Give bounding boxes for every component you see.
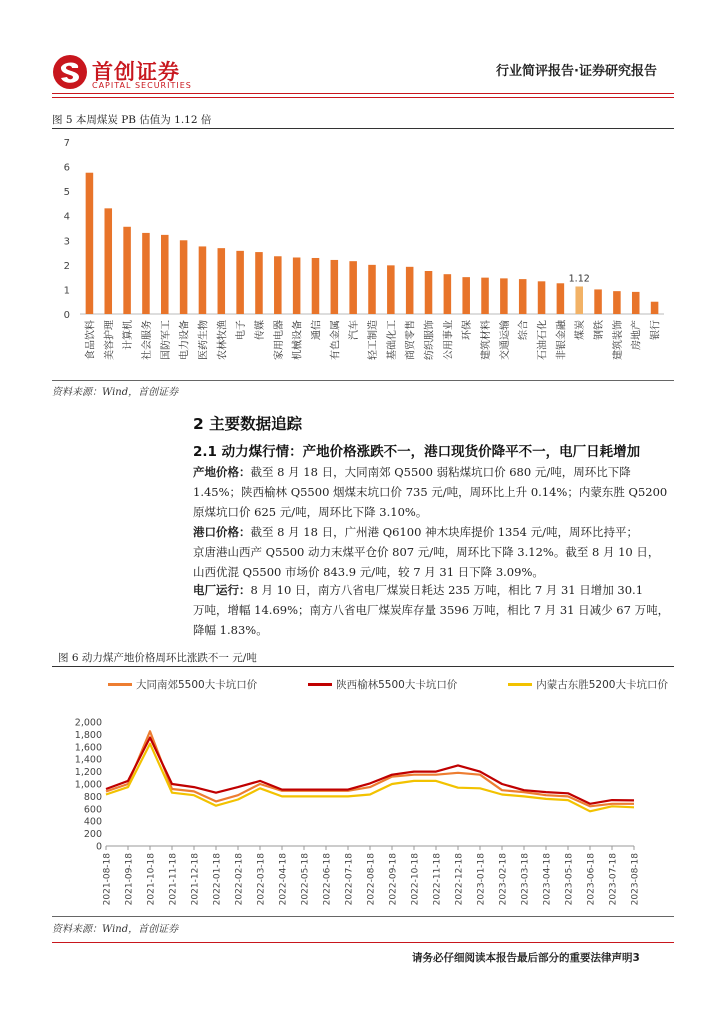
y-tick-label: 400: [83, 816, 102, 828]
figure6-line-chart: [52, 712, 674, 912]
x-tick-label: 2023-04-18: [542, 853, 553, 906]
bar: [557, 283, 565, 314]
x-tick-label: 家用电器: [273, 320, 285, 360]
bar: [462, 277, 470, 314]
y-tick-label: 2: [63, 260, 70, 272]
bar: [86, 173, 94, 314]
x-tick-label: 电子: [236, 320, 248, 340]
x-tick-label: 医药生物: [198, 320, 210, 360]
bar: [575, 286, 583, 314]
footer-text: 请务必仔细阅读本报告最后部分的重要法律声明: [412, 952, 633, 964]
section-subheading: 2.1 动力煤行情：产地价格涨跌不一，港口现货价降平不一，电厂日耗增加: [193, 444, 641, 460]
logo-english-text: CAPITAL SECURITIES: [92, 81, 192, 90]
figure6-title: 图 6 动力煤产地价格周环比涨跌不一 元/吨: [58, 652, 257, 664]
x-tick-label: 2023-08-18: [630, 853, 641, 906]
paragraph-label: 港口价格：: [193, 525, 251, 539]
legend-item: [308, 677, 457, 692]
bar: [368, 265, 376, 314]
bar: [519, 279, 527, 314]
x-tick-label: 机械设备: [292, 320, 304, 360]
bar: [444, 274, 452, 314]
x-tick-label: 石油石化: [537, 320, 549, 360]
x-tick-label: 传媒: [254, 320, 266, 340]
bar: [180, 240, 188, 314]
legend-swatch: [108, 683, 132, 686]
header-divider-thin: [52, 97, 674, 98]
bar: [594, 289, 602, 314]
y-tick-label: 0: [63, 310, 70, 321]
paragraph-line: 截至 8 月 18 日，大同南郊 Q5500 弱粘煤坑口价 680 元/吨，周环比下降: [250, 465, 631, 479]
bar: [142, 233, 150, 314]
x-tick-label: 钢铁: [594, 320, 606, 340]
x-tick-label: 房地产: [631, 320, 643, 350]
bar: [425, 271, 433, 314]
bar: [312, 258, 320, 314]
bar: [613, 291, 621, 314]
legend-label: 大同南郊5500大卡坑口价: [136, 679, 258, 691]
x-tick-label: 基础化工: [386, 320, 398, 360]
x-tick-label: 交通运输: [499, 320, 511, 360]
legend-label: 内蒙古东胜5200大卡坑口价: [536, 679, 668, 691]
x-tick-label: 2022-09-18: [388, 853, 399, 906]
bar: [274, 256, 282, 314]
x-tick-label: 美容护理: [104, 320, 116, 360]
section-heading: 2 主要数据追踪: [193, 415, 303, 433]
x-tick-label: 2022-11-18: [432, 853, 443, 906]
bar: [293, 257, 301, 314]
footer-rule: [52, 942, 674, 943]
y-tick-label: 1,000: [74, 779, 102, 791]
x-tick-label: 商贸零售: [405, 320, 417, 360]
y-tick-label: 7: [63, 138, 70, 149]
x-tick-label: 公用事业: [443, 320, 455, 360]
x-tick-label: 2021-11-18: [168, 853, 179, 906]
paragraph-line: 降幅 1.83%。: [193, 623, 268, 637]
x-tick-label: 2021-12-18: [190, 853, 201, 906]
paragraph-line: 原煤坑口价 625 元/吨，周环比下降 3.10%。: [193, 505, 428, 519]
x-tick-label: 综合: [518, 320, 530, 340]
y-tick-label: 1,200: [74, 767, 102, 779]
x-tick-label: 国防军工: [160, 320, 172, 360]
bar: [406, 267, 414, 314]
x-tick-label: 2022-03-18: [256, 853, 267, 906]
y-tick-label: 1: [63, 285, 70, 297]
bar: [331, 260, 339, 314]
legend-swatch: [308, 683, 332, 686]
y-tick-label: 6: [63, 162, 70, 174]
bar: [255, 252, 263, 314]
x-tick-label: 2021-08-18: [102, 853, 113, 906]
bar: [500, 278, 508, 314]
figure5-bottom-rule: [52, 380, 674, 381]
x-tick-label: 电力设备: [179, 320, 191, 360]
y-tick-label: 5: [63, 187, 70, 199]
data-label: 1.12: [568, 273, 590, 285]
y-tick-label: 200: [83, 829, 102, 841]
x-tick-label: 环保: [462, 320, 474, 340]
x-tick-label: 2023-02-18: [498, 853, 509, 906]
x-tick-label: 银行: [650, 320, 662, 340]
paragraph-line: 截至 8 月 18 日，广州港 Q6100 神木块库提价 1354 元/吨，周环比持平；: [250, 525, 639, 539]
x-tick-label: 2022-02-18: [234, 853, 245, 906]
x-tick-label: 2022-10-18: [410, 853, 421, 906]
x-tick-label: 2022-07-18: [344, 853, 355, 906]
y-tick-label: 1,400: [74, 754, 102, 766]
series-line: [106, 744, 634, 812]
bar: [538, 281, 546, 314]
x-tick-label: 纺织服饰: [424, 320, 436, 360]
bar: [387, 265, 395, 314]
bar: [199, 246, 207, 314]
paragraph-line: 京唐港山西产 Q5500 动力末煤平仓价 807 元/吨，周环比下降 3.12%。截至 8 月 10 日，: [193, 545, 660, 559]
x-tick-label: 通信: [311, 320, 323, 340]
figure6-legend: [108, 677, 668, 692]
x-tick-label: 轻工制造: [368, 320, 379, 360]
y-tick-label: 4: [63, 211, 70, 223]
figure6-title-rule: [52, 666, 674, 667]
x-tick-label: 非银金融: [556, 320, 568, 360]
x-tick-label: 社会服务: [141, 320, 153, 360]
header-divider: [52, 93, 674, 94]
x-tick-label: 煤炭: [575, 320, 587, 340]
x-tick-label: 2021-09-18: [124, 853, 135, 906]
x-tick-label: 建筑材料: [481, 320, 493, 360]
paragraph-line: 8 月 10 日，南方八省电厂煤炭日耗达 235 万吨，相比 7 月 31 日增加 30.1: [250, 583, 644, 597]
x-tick-label: 2023-01-18: [476, 853, 487, 906]
legend-swatch: [508, 683, 532, 686]
bar: [651, 302, 659, 314]
figure5-title-rule: [52, 128, 674, 129]
y-tick-label: 1,600: [74, 742, 102, 754]
bar: [123, 227, 131, 314]
bar: [481, 278, 489, 314]
header: [0, 0, 724, 100]
x-tick-label: 2022-04-18: [278, 853, 289, 906]
bar: [236, 251, 244, 314]
paragraph-origin-price: [193, 462, 675, 522]
figure5-bar-chart: [52, 130, 674, 382]
x-tick-label: 食品饮料: [85, 320, 97, 360]
figure6-source: 资料来源：Wind，首创证券: [52, 924, 179, 935]
paragraph-plant-operation: [193, 580, 675, 640]
figure6-bottom-rule: [52, 916, 674, 917]
paragraph-line: 万吨，增幅 14.69%；南方八省电厂煤炭库存量 3596 万吨，相比 7 月 31 日减少 67 万吨，: [193, 603, 670, 617]
legend-item: [508, 677, 668, 692]
x-tick-label: 2022-08-18: [366, 853, 377, 906]
x-tick-label: 2023-03-18: [520, 853, 531, 906]
x-tick-label: 建筑装饰: [612, 320, 624, 360]
y-tick-label: 600: [83, 804, 102, 816]
bar: [104, 208, 112, 314]
x-tick-label: 2023-06-18: [586, 853, 597, 906]
y-tick-label: 1,800: [74, 729, 102, 741]
paragraph-label: 产地价格：: [193, 465, 251, 479]
paragraph-line: 山西优混 Q5500 市场价 843.9 元/吨，较 7 月 31 日下降 3.09%。: [193, 565, 544, 579]
footer-disclaimer: [412, 950, 640, 965]
bar: [349, 261, 357, 314]
legend-item: [108, 677, 257, 692]
page-number: 3: [632, 952, 640, 964]
x-tick-label: 2022-06-18: [322, 853, 333, 906]
figure5-title: 图 5 本周煤炭 PB 估值为 1.12 倍: [52, 114, 212, 126]
report-title: 行业简评报告·证券研究报告: [496, 64, 657, 79]
x-tick-label: 2022-01-18: [212, 853, 223, 906]
x-tick-label: 有色金属: [330, 320, 342, 360]
company-logo-icon: [52, 54, 88, 90]
bar: [161, 235, 169, 314]
y-tick-label: 2,000: [74, 717, 102, 729]
paragraph-label: 电厂运行：: [193, 583, 251, 597]
x-tick-label: 农林牧渔: [217, 320, 229, 360]
bar: [632, 292, 640, 314]
x-tick-label: 2022-12-18: [454, 853, 465, 906]
paragraph-line: 1.45%；陕西榆林 Q5500 烟煤末坑口价 735 元/吨，周环比上升 0.14%；内蒙东胜 Q5200: [193, 485, 668, 499]
y-tick-label: 3: [63, 236, 70, 248]
x-tick-label: 计算机: [123, 320, 135, 350]
x-tick-label: 2022-05-18: [300, 853, 311, 906]
bar: [218, 248, 226, 314]
figure5-source: 资料来源：Wind，首创证券: [52, 387, 179, 398]
x-tick-label: 2023-05-18: [564, 853, 575, 906]
x-tick-label: 2023-07-18: [608, 853, 619, 906]
legend-label: 陕西榆林5500大卡坑口价: [336, 679, 458, 691]
y-tick-label: 800: [83, 791, 102, 803]
logo-chinese-text: 首创证券: [92, 60, 180, 84]
y-tick-label: 0: [95, 841, 102, 853]
x-tick-label: 汽车: [349, 320, 361, 340]
x-tick-label: 2021-10-18: [146, 853, 157, 906]
paragraph-port-price: [193, 522, 675, 582]
